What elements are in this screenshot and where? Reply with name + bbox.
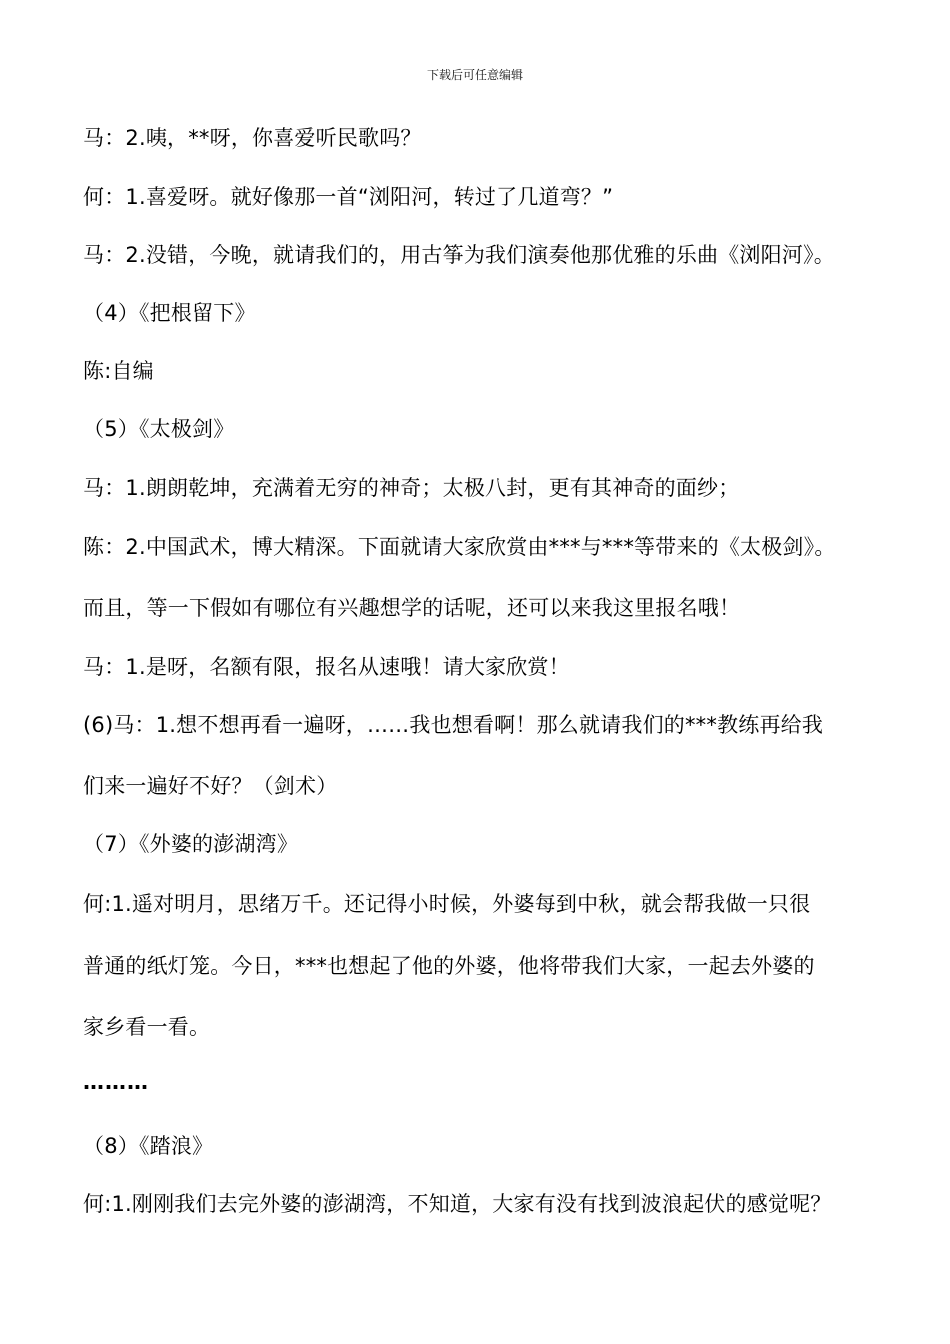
dialogue-line-he-2: 何:1.遥对明月，思绪万千。还记得小时候，外婆每到中秋，就会帮我做一只很	[83, 892, 811, 916]
section-6-line-1: (6)马：1.想不想再看一遍呀，……我也想看啊！那么就请我们的***教练再给我	[83, 713, 824, 737]
dialogue-line-ma-4: 马：1.是呀，名额有限，报名从速哦！请大家欣赏！	[83, 655, 570, 679]
dialogue-line-he-2-cont-1: 普通的纸灯笼。今日，***也想起了他的外婆，他将带我们大家，一起去外婆的	[83, 954, 815, 978]
dialogue-line-ma-2: 马：2.没错，今晚，就请我们的，用古筝为我们演奏他那优雅的乐曲《浏阳河》。	[83, 243, 835, 267]
dialogue-line-he-1: 何：1.喜爱呀。就好像那一首“浏阳河，转过了几道弯？”	[83, 185, 614, 209]
dialogue-line-chen-1: 陈:自编	[83, 359, 154, 383]
dialogue-line-chen-2: 陈：2.中国武术，博大精深。下面就请大家欣赏由***与***等带来的《太极剑》。	[83, 535, 836, 559]
section-heading-8: （8）《踏浪》	[83, 1134, 214, 1158]
section-heading-7: （7）《外婆的澎湖湾》	[83, 832, 299, 856]
section-heading-4: （4）《把根留下》	[83, 301, 256, 325]
dialogue-line-ma-3: 马：1.朗朗乾坤，充满着无穷的神奇；太极八封，更有其神奇的面纱；	[83, 476, 740, 500]
ellipsis-separator: ………	[83, 1070, 149, 1094]
dialogue-line-ma-1: 马：2.咦，**呀，你喜爱听民歌吗？	[83, 126, 422, 150]
section-heading-5: （5）《太极剑》	[83, 417, 235, 441]
dialogue-line-continuation-1: 而且，等一下假如有哪位有兴趣想学的话呢，还可以来我这里报名哦！	[83, 596, 741, 620]
dialogue-line-he-2-cont-2: 家乡看一看。	[83, 1015, 211, 1039]
section-6-line-2: 们来一遍好不好？（剑术）	[83, 774, 338, 798]
page-header: 下载后可任意编辑	[426, 68, 523, 82]
dialogue-line-he-3: 何:1.刚刚我们去完外婆的澎湖湾，不知道，大家有没有找到波浪起伏的感觉呢？	[83, 1192, 832, 1216]
